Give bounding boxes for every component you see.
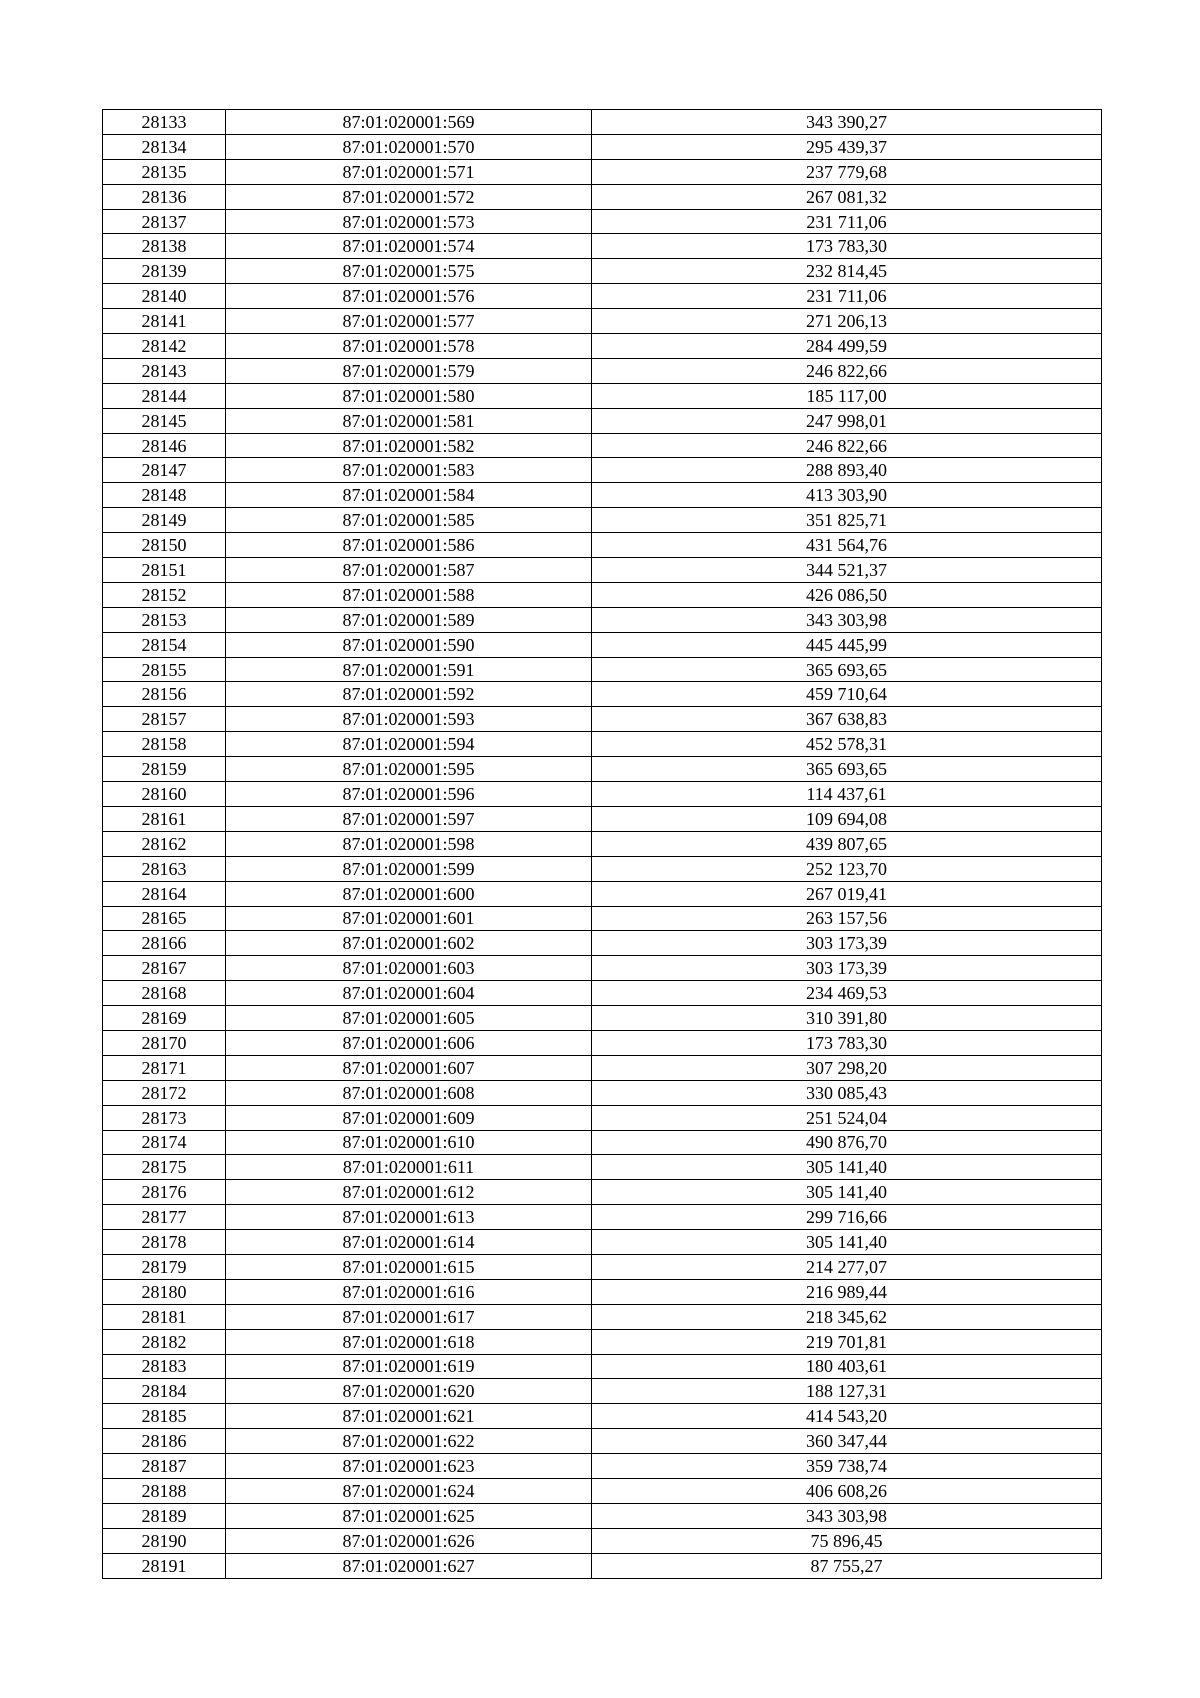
row-number-cell: 28187 [103, 1454, 226, 1479]
row-number-cell: 28176 [103, 1180, 226, 1205]
table-row [103, 582, 1102, 607]
table-row [103, 1105, 1102, 1130]
value-cell: 414 543,20 [592, 1404, 1102, 1429]
table-row [103, 856, 1102, 881]
table-row [103, 1454, 1102, 1479]
table-row [103, 1055, 1102, 1080]
value-cell: 288 893,40 [592, 458, 1102, 483]
cadastral-number-cell: 87:01:020001:603 [226, 956, 592, 981]
row-number-cell: 28138 [103, 234, 226, 259]
value-cell: 359 738,74 [592, 1454, 1102, 1479]
row-number-cell: 28137 [103, 209, 226, 234]
table-row [103, 1205, 1102, 1230]
table-row [103, 806, 1102, 831]
value-cell: 305 141,40 [592, 1230, 1102, 1255]
table-body [103, 110, 1102, 1579]
cadastral-number-cell: 87:01:020001:576 [226, 284, 592, 309]
table-row [103, 1354, 1102, 1379]
data-table [102, 109, 1102, 1579]
cadastral-number-cell: 87:01:020001:571 [226, 159, 592, 184]
table-row [103, 334, 1102, 359]
value-cell: 114 437,61 [592, 782, 1102, 807]
row-number-cell: 28183 [103, 1354, 226, 1379]
value-cell: 365 693,65 [592, 757, 1102, 782]
table-row [103, 209, 1102, 234]
cadastral-number-cell: 87:01:020001:607 [226, 1055, 592, 1080]
value-cell: 413 303,90 [592, 483, 1102, 508]
value-cell: 303 173,39 [592, 956, 1102, 981]
table-row [103, 881, 1102, 906]
row-number-cell: 28155 [103, 657, 226, 682]
table-row [103, 1528, 1102, 1553]
table-row [103, 1130, 1102, 1155]
value-cell: 439 807,65 [592, 831, 1102, 856]
value-cell: 218 345,62 [592, 1304, 1102, 1329]
cadastral-number-cell: 87:01:020001:586 [226, 533, 592, 558]
value-cell: 310 391,80 [592, 1006, 1102, 1031]
value-cell: 173 783,30 [592, 234, 1102, 259]
row-number-cell: 28142 [103, 334, 226, 359]
row-number-cell: 28181 [103, 1304, 226, 1329]
value-cell: 459 710,64 [592, 682, 1102, 707]
value-cell: 87 755,27 [592, 1553, 1102, 1578]
row-number-cell: 28171 [103, 1055, 226, 1080]
cadastral-number-cell: 87:01:020001:572 [226, 184, 592, 209]
value-cell: 307 298,20 [592, 1055, 1102, 1080]
table-row [103, 1503, 1102, 1528]
cadastral-number-cell: 87:01:020001:582 [226, 433, 592, 458]
value-cell: 246 822,66 [592, 433, 1102, 458]
cadastral-number-cell: 87:01:020001:585 [226, 508, 592, 533]
table-row [103, 782, 1102, 807]
table-row [103, 284, 1102, 309]
value-cell: 247 998,01 [592, 408, 1102, 433]
cadastral-number-cell: 87:01:020001:570 [226, 134, 592, 159]
value-cell: 426 086,50 [592, 582, 1102, 607]
value-cell: 406 608,26 [592, 1478, 1102, 1503]
row-number-cell: 28191 [103, 1553, 226, 1578]
cadastral-number-cell: 87:01:020001:608 [226, 1080, 592, 1105]
table-row [103, 259, 1102, 284]
row-number-cell: 28144 [103, 383, 226, 408]
cadastral-number-cell: 87:01:020001:581 [226, 408, 592, 433]
row-number-cell: 28177 [103, 1205, 226, 1230]
table-row [103, 1279, 1102, 1304]
value-cell: 231 711,06 [592, 284, 1102, 309]
cadastral-number-cell: 87:01:020001:577 [226, 309, 592, 334]
table-row [103, 1478, 1102, 1503]
table-row [103, 433, 1102, 458]
cadastral-number-cell: 87:01:020001:609 [226, 1105, 592, 1130]
cadastral-number-cell: 87:01:020001:606 [226, 1030, 592, 1055]
row-number-cell: 28153 [103, 607, 226, 632]
value-cell: 271 206,13 [592, 309, 1102, 334]
table-row [103, 1304, 1102, 1329]
value-cell: 267 019,41 [592, 881, 1102, 906]
table-row [103, 1180, 1102, 1205]
row-number-cell: 28172 [103, 1080, 226, 1105]
table-row [103, 558, 1102, 583]
cadastral-number-cell: 87:01:020001:622 [226, 1429, 592, 1454]
row-number-cell: 28168 [103, 981, 226, 1006]
row-number-cell: 28173 [103, 1105, 226, 1130]
value-cell: 267 081,32 [592, 184, 1102, 209]
value-cell: 295 439,37 [592, 134, 1102, 159]
table-row [103, 1404, 1102, 1429]
table-row [103, 1329, 1102, 1354]
row-number-cell: 28167 [103, 956, 226, 981]
cadastral-number-cell: 87:01:020001:579 [226, 358, 592, 383]
row-number-cell: 28160 [103, 782, 226, 807]
table-row [103, 1553, 1102, 1578]
value-cell: 305 141,40 [592, 1180, 1102, 1205]
cadastral-number-cell: 87:01:020001:599 [226, 856, 592, 881]
cadastral-number-cell: 87:01:020001:623 [226, 1454, 592, 1479]
row-number-cell: 28158 [103, 732, 226, 757]
table-row [103, 458, 1102, 483]
cadastral-number-cell: 87:01:020001:627 [226, 1553, 592, 1578]
row-number-cell: 28182 [103, 1329, 226, 1354]
row-number-cell: 28166 [103, 931, 226, 956]
value-cell: 445 445,99 [592, 632, 1102, 657]
cadastral-number-cell: 87:01:020001:583 [226, 458, 592, 483]
table-row [103, 1254, 1102, 1279]
table-row [103, 483, 1102, 508]
value-cell: 344 521,37 [592, 558, 1102, 583]
value-cell: 180 403,61 [592, 1354, 1102, 1379]
value-cell: 234 469,53 [592, 981, 1102, 1006]
row-number-cell: 28175 [103, 1155, 226, 1180]
value-cell: 185 117,00 [592, 383, 1102, 408]
cadastral-number-cell: 87:01:020001:621 [226, 1404, 592, 1429]
cadastral-number-cell: 87:01:020001:574 [226, 234, 592, 259]
cadastral-number-cell: 87:01:020001:578 [226, 334, 592, 359]
row-number-cell: 28157 [103, 707, 226, 732]
row-number-cell: 28174 [103, 1130, 226, 1155]
cadastral-number-cell: 87:01:020001:614 [226, 1230, 592, 1255]
row-number-cell: 28169 [103, 1006, 226, 1031]
cadastral-number-cell: 87:01:020001:624 [226, 1478, 592, 1503]
value-cell: 303 173,39 [592, 931, 1102, 956]
cadastral-number-cell: 87:01:020001:604 [226, 981, 592, 1006]
cadastral-number-cell: 87:01:020001:600 [226, 881, 592, 906]
cadastral-number-cell: 87:01:020001:619 [226, 1354, 592, 1379]
value-cell: 299 716,66 [592, 1205, 1102, 1230]
row-number-cell: 28139 [103, 259, 226, 284]
row-number-cell: 28180 [103, 1279, 226, 1304]
cadastral-number-cell: 87:01:020001:587 [226, 558, 592, 583]
value-cell: 343 303,98 [592, 1503, 1102, 1528]
cadastral-number-cell: 87:01:020001:611 [226, 1155, 592, 1180]
row-number-cell: 28154 [103, 632, 226, 657]
value-cell: 367 638,83 [592, 707, 1102, 732]
cadastral-number-cell: 87:01:020001:605 [226, 1006, 592, 1031]
cadastral-number-cell: 87:01:020001:575 [226, 259, 592, 284]
row-number-cell: 28189 [103, 1503, 226, 1528]
value-cell: 188 127,31 [592, 1379, 1102, 1404]
cadastral-number-cell: 87:01:020001:590 [226, 632, 592, 657]
table-row [103, 632, 1102, 657]
value-cell: 284 499,59 [592, 334, 1102, 359]
row-number-cell: 28161 [103, 806, 226, 831]
row-number-cell: 28140 [103, 284, 226, 309]
row-number-cell: 28148 [103, 483, 226, 508]
table-row [103, 1155, 1102, 1180]
table-row [103, 1080, 1102, 1105]
row-number-cell: 28135 [103, 159, 226, 184]
cadastral-number-cell: 87:01:020001:612 [226, 1180, 592, 1205]
row-number-cell: 28145 [103, 408, 226, 433]
table-row [103, 981, 1102, 1006]
row-number-cell: 28164 [103, 881, 226, 906]
table-row [103, 234, 1102, 259]
value-cell: 343 390,27 [592, 110, 1102, 135]
table-row [103, 309, 1102, 334]
row-number-cell: 28190 [103, 1528, 226, 1553]
row-number-cell: 28141 [103, 309, 226, 334]
value-cell: 232 814,45 [592, 259, 1102, 284]
cadastral-number-cell: 87:01:020001:573 [226, 209, 592, 234]
row-number-cell: 28133 [103, 110, 226, 135]
value-cell: 305 141,40 [592, 1155, 1102, 1180]
cadastral-number-cell: 87:01:020001:618 [226, 1329, 592, 1354]
cadastral-number-cell: 87:01:020001:596 [226, 782, 592, 807]
table-row [103, 956, 1102, 981]
cadastral-number-cell: 87:01:020001:602 [226, 931, 592, 956]
row-number-cell: 28188 [103, 1478, 226, 1503]
value-cell: 263 157,56 [592, 906, 1102, 931]
value-cell: 246 822,66 [592, 358, 1102, 383]
cadastral-number-cell: 87:01:020001:593 [226, 707, 592, 732]
cadastral-number-cell: 87:01:020001:625 [226, 1503, 592, 1528]
row-number-cell: 28170 [103, 1030, 226, 1055]
table-row [103, 1030, 1102, 1055]
value-cell: 251 524,04 [592, 1105, 1102, 1130]
row-number-cell: 28156 [103, 682, 226, 707]
table-row [103, 184, 1102, 209]
value-cell: 237 779,68 [592, 159, 1102, 184]
cadastral-number-cell: 87:01:020001:580 [226, 383, 592, 408]
table-row [103, 931, 1102, 956]
row-number-cell: 28165 [103, 906, 226, 931]
table-row [103, 408, 1102, 433]
cadastral-number-cell: 87:01:020001:598 [226, 831, 592, 856]
cadastral-number-cell: 87:01:020001:594 [226, 732, 592, 757]
row-number-cell: 28149 [103, 508, 226, 533]
table-row [103, 831, 1102, 856]
row-number-cell: 28186 [103, 1429, 226, 1454]
value-cell: 231 711,06 [592, 209, 1102, 234]
row-number-cell: 28150 [103, 533, 226, 558]
row-number-cell: 28136 [103, 184, 226, 209]
cadastral-number-cell: 87:01:020001:569 [226, 110, 592, 135]
row-number-cell: 28185 [103, 1404, 226, 1429]
cadastral-number-cell: 87:01:020001:597 [226, 806, 592, 831]
table-row [103, 533, 1102, 558]
cadastral-number-cell: 87:01:020001:601 [226, 906, 592, 931]
cadastral-number-cell: 87:01:020001:588 [226, 582, 592, 607]
table-row [103, 607, 1102, 632]
row-number-cell: 28146 [103, 433, 226, 458]
table-row [103, 1379, 1102, 1404]
row-number-cell: 28178 [103, 1230, 226, 1255]
row-number-cell: 28184 [103, 1379, 226, 1404]
cadastral-number-cell: 87:01:020001:616 [226, 1279, 592, 1304]
table-row [103, 1230, 1102, 1255]
cadastral-number-cell: 87:01:020001:589 [226, 607, 592, 632]
cadastral-number-cell: 87:01:020001:610 [226, 1130, 592, 1155]
row-number-cell: 28143 [103, 358, 226, 383]
value-cell: 330 085,43 [592, 1080, 1102, 1105]
cadastral-number-cell: 87:01:020001:626 [226, 1528, 592, 1553]
value-cell: 252 123,70 [592, 856, 1102, 881]
value-cell: 173 783,30 [592, 1030, 1102, 1055]
value-cell: 490 876,70 [592, 1130, 1102, 1155]
value-cell: 365 693,65 [592, 657, 1102, 682]
value-cell: 360 347,44 [592, 1429, 1102, 1454]
table-row [103, 1429, 1102, 1454]
table-row [103, 732, 1102, 757]
table-row [103, 508, 1102, 533]
value-cell: 343 303,98 [592, 607, 1102, 632]
row-number-cell: 28147 [103, 458, 226, 483]
value-cell: 214 277,07 [592, 1254, 1102, 1279]
row-number-cell: 28134 [103, 134, 226, 159]
row-number-cell: 28179 [103, 1254, 226, 1279]
cadastral-number-cell: 87:01:020001:617 [226, 1304, 592, 1329]
value-cell: 109 694,08 [592, 806, 1102, 831]
table-row [103, 358, 1102, 383]
table-row [103, 657, 1102, 682]
table-row [103, 1006, 1102, 1031]
row-number-cell: 28159 [103, 757, 226, 782]
value-cell: 452 578,31 [592, 732, 1102, 757]
row-number-cell: 28163 [103, 856, 226, 881]
table-row [103, 757, 1102, 782]
row-number-cell: 28162 [103, 831, 226, 856]
table-row [103, 159, 1102, 184]
table-row [103, 383, 1102, 408]
cadastral-number-cell: 87:01:020001:615 [226, 1254, 592, 1279]
value-cell: 75 896,45 [592, 1528, 1102, 1553]
cadastral-number-cell: 87:01:020001:613 [226, 1205, 592, 1230]
cadastral-number-cell: 87:01:020001:591 [226, 657, 592, 682]
table-row [103, 110, 1102, 135]
table-row [103, 134, 1102, 159]
row-number-cell: 28151 [103, 558, 226, 583]
value-cell: 219 701,81 [592, 1329, 1102, 1354]
cadastral-number-cell: 87:01:020001:592 [226, 682, 592, 707]
table-row [103, 906, 1102, 931]
value-cell: 216 989,44 [592, 1279, 1102, 1304]
value-cell: 431 564,76 [592, 533, 1102, 558]
value-cell: 351 825,71 [592, 508, 1102, 533]
cadastral-number-cell: 87:01:020001:620 [226, 1379, 592, 1404]
row-number-cell: 28152 [103, 582, 226, 607]
table-row [103, 707, 1102, 732]
cadastral-number-cell: 87:01:020001:584 [226, 483, 592, 508]
cadastral-number-cell: 87:01:020001:595 [226, 757, 592, 782]
table-row [103, 682, 1102, 707]
